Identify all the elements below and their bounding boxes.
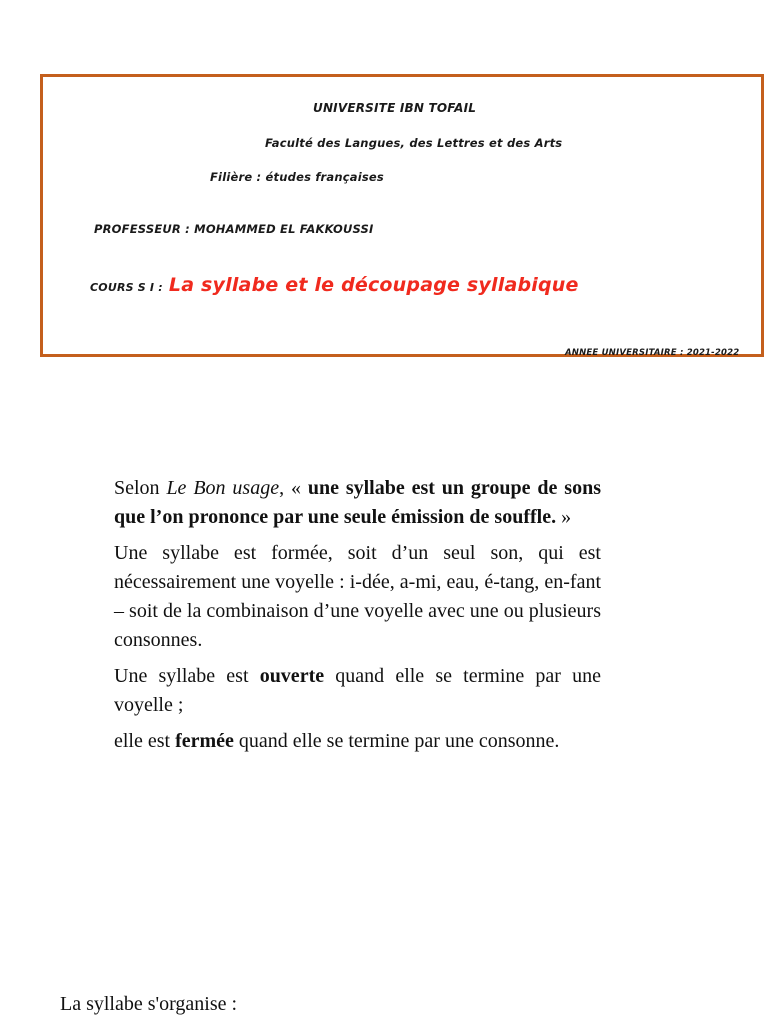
open-syllable-before: Une syllabe est [114, 665, 260, 687]
open-syllable-term: ouverte [259, 665, 325, 687]
university-name: UNIVERSITE IBN TOFAIL [313, 101, 477, 115]
close-quote: » [556, 506, 572, 528]
professor-name: PROFESSEUR : MOHAMMED EL FAKKOUSSI [94, 222, 374, 236]
course-header-box [40, 74, 764, 357]
course-prefix: COURS S I : [90, 281, 167, 294]
open-quote: , « [279, 477, 308, 499]
course-content [114, 474, 601, 763]
definition-paragraph [114, 474, 601, 532]
closed-syllable-before: elle est [114, 730, 176, 752]
closed-syllable-paragraph [114, 727, 601, 756]
open-syllable-paragraph [114, 662, 601, 720]
course-line [90, 274, 579, 296]
open-syllable-after: quand elle se termine par une voyelle ; [114, 665, 602, 716]
source-title: Le Bon usage [166, 477, 280, 499]
academic-year: ANNEE UNIVERSITAIRE : 2021-2022 [565, 348, 740, 358]
filiere-label: Filière : études françaises [210, 170, 384, 184]
formation-paragraph: Une syllabe est formée, soit d’un seul son, qui est nécessairement une voyelle : i-dée, a-mi, eau, é-tang, en-fant – soit de la combinaison d’une voyelle avec une ou plusieurs consonnes. [114, 542, 601, 651]
closed-syllable-after: quand elle se termine par une consonne. [233, 730, 560, 752]
closed-syllable-term: fermée [175, 730, 234, 752]
syllable-organisation-heading: La syllabe s'organise : [60, 993, 238, 1015]
course-title: La syllabe et le découpage syllabique [168, 274, 579, 296]
syllable-definition: une syllabe est un groupe de sons que l’on prononce par une seule émission de souffle. [114, 477, 601, 528]
definition-intro: Selon [114, 477, 167, 499]
faculty-name: Faculté des Langues, des Lettres et des Arts [265, 136, 563, 150]
